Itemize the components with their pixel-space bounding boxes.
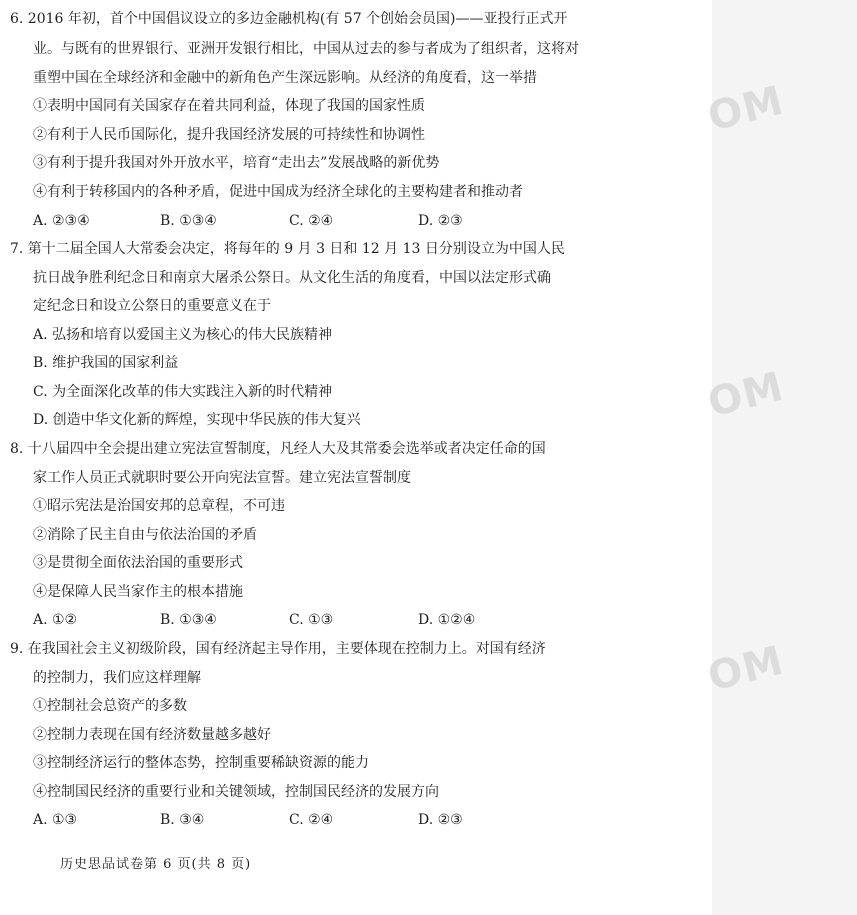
q7-choice-d[interactable]: D. 创造中华文化新的辉煌，实现中华民族的伟大复兴	[33, 412, 361, 428]
q7-choice-b[interactable]: B. 维护我国的国家利益	[33, 355, 179, 371]
q9-statement-2: ②控制力表现在国有经济数量越多越好	[33, 727, 271, 743]
q8-option-a[interactable]: A. ①②	[33, 612, 78, 628]
q6-stem-line-3: 重塑中国在全球经济和金融中的新角色产生深远影响。从经济的角度看，这一举措	[33, 70, 537, 86]
q7-stem-line-2: 抗日战争胜利纪念日和南京大屠杀公祭日。从文化生活的角度看，中国以法定形式确	[33, 270, 551, 286]
watermark-2: OM	[703, 363, 789, 427]
q6-stem-line-1: 6. 2016 年初，首个中国倡议设立的多边金融机构(有 57 个创始会员国)——亚投行正式开	[10, 11, 568, 27]
q8-option-d[interactable]: D. ①②④	[418, 612, 476, 628]
q9-stem-line-1: 9. 在我国社会主义初级阶段，国有经济起主导作用，主要体现在控制力上。对国有经济	[10, 641, 546, 657]
q6-option-c[interactable]: C. ②④	[289, 213, 334, 229]
page-footer: 历史思品试卷第 6 页(共 8 页)	[60, 857, 252, 872]
q9-statement-4: ④控制国民经济的重要行业和关键领域，控制国民经济的发展方向	[33, 784, 439, 800]
q6-stem-line-2: 业。与既有的世界银行、亚洲开发银行相比，中国从过去的参与者成为了组织者，这将对	[33, 41, 579, 57]
q8-statement-1: ①昭示宪法是治国安邦的总章程，不可违	[33, 498, 285, 514]
watermark-3: OM	[703, 637, 789, 701]
q8-statement-2: ②消除了民主自由与依法治国的矛盾	[33, 527, 257, 543]
q6-option-b[interactable]: B. ①③④	[160, 213, 217, 229]
q7-choice-c[interactable]: C. 为全面深化改革的伟大实践注入新的时代精神	[33, 384, 333, 400]
q6-option-a[interactable]: A. ②③④	[33, 213, 90, 229]
q9-option-d[interactable]: D. ②③	[418, 812, 463, 828]
q8-statement-4: ④是保障人民当家作主的根本措施	[33, 584, 243, 600]
q7-stem-line-3: 定纪念日和设立公祭日的重要意义在于	[33, 298, 271, 314]
q9-option-c[interactable]: C. ②④	[289, 812, 334, 828]
q6-statement-3: ③有利于提升我国对外开放水平，培育“走出去”发展战略的新优势	[33, 155, 440, 171]
q6-statement-2: ②有利于人民币国际化，提升我国经济发展的可持续性和协调性	[33, 127, 425, 143]
q9-stem-line-2: 的控制力，我们应这样理解	[33, 670, 201, 686]
q7-stem-line-1: 7. 第十二届全国人大常委会决定，将每年的 9 月 3 日和 12 月 13 日分别设立为中国人民	[10, 241, 565, 257]
watermark-1: OM	[703, 77, 789, 141]
q6-option-d[interactable]: D. ②③	[418, 213, 463, 229]
q7-choice-a[interactable]: A. 弘扬和培育以爱国主义为核心的伟大民族精神	[33, 327, 333, 343]
q6-statement-1: ①表明中国同有关国家存在着共同利益，体现了我国的国家性质	[33, 98, 425, 114]
q8-option-c[interactable]: C. ①③	[289, 612, 334, 628]
q9-statement-3: ③控制经济运行的整体态势，控制重要稀缺资源的能力	[33, 755, 369, 771]
q8-statement-3: ③是贯彻全面依法治国的重要形式	[33, 555, 243, 571]
q9-statement-1: ①控制社会总资产的多数	[33, 698, 187, 714]
q8-option-b[interactable]: B. ①③④	[160, 612, 217, 628]
q9-option-a[interactable]: A. ①③	[33, 812, 78, 828]
q8-stem-line-1: 8. 十八届四中全会提出建立宪法宣誓制度，凡经人大及其常委会选举或者决定任命的国	[10, 441, 546, 457]
q6-statement-4: ④有利于转移国内的各种矛盾，促进中国成为经济全球化的主要构建者和推动者	[33, 184, 523, 200]
q9-option-b[interactable]: B. ③④	[160, 812, 205, 828]
q8-stem-line-2: 家工作人员正式就职时要公开向宪法宣誓。建立宪法宣誓制度	[33, 470, 411, 486]
